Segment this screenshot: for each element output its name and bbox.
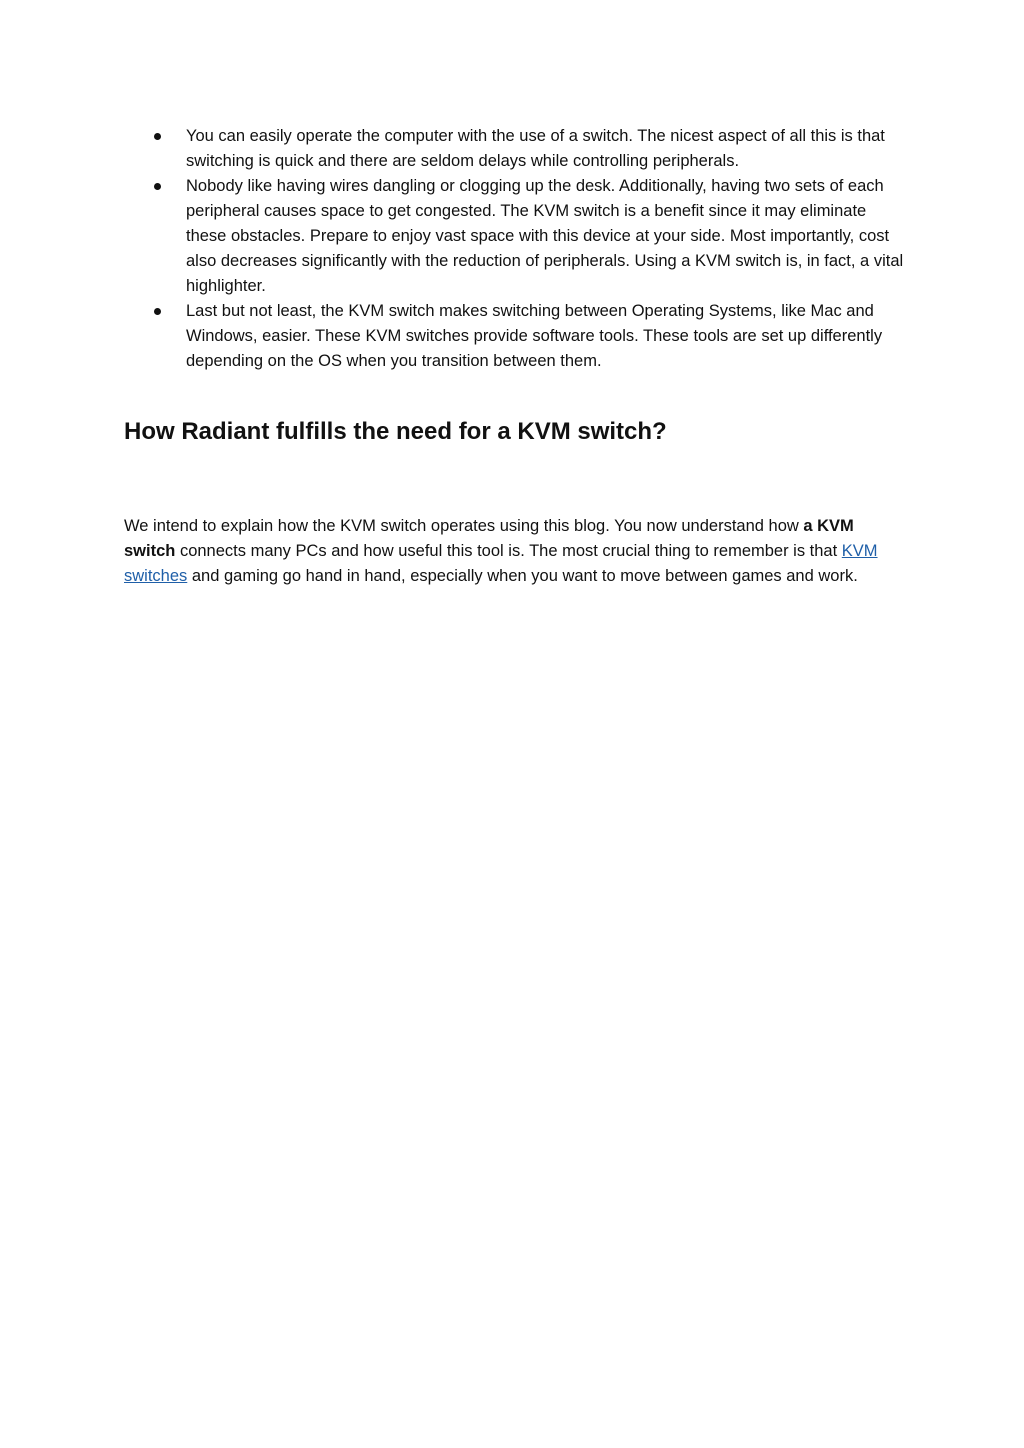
body-paragraph (124, 514, 904, 589)
bullet-dot-icon (154, 308, 161, 315)
bullet-item (124, 299, 904, 374)
kvm-switches-link[interactable]: KVM switches (124, 542, 878, 585)
bullet-dot-icon (154, 183, 161, 190)
bullet-text: Last but not least, the KVM switch makes switching between Operating Systems, like Mac and Windows, easier. These KVM switches provide software tools. These tools are set up differently depending on the OS when you transition between them. (186, 302, 883, 370)
bullet-text: Nobody like having wires dangling or clogging up the desk. Additionally, having two sets of each peripheral causes space to get congested. The KVM switch is a benefit since it may eliminate these obstacles. Prepare to enjoy vast space with this device at your side. Most importantly, cost also decreases significantly with the reduction of peripherals. Using a KVM switch is, in fact, a vital highlighter. (186, 177, 904, 295)
section-heading: How Radiant fulfills the need for a KVM switch? (124, 418, 667, 445)
bullet-list (124, 124, 904, 374)
bullet-text: You can easily operate the computer with the use of a switch. The nicest aspect of all this is that switching is quick and there are seldom delays while controlling peripherals. (186, 127, 885, 170)
bullet-item (124, 124, 904, 174)
paragraph-text: connects many PCs and how useful this tool is. The most crucial thing to remember is that (175, 542, 842, 560)
bullet-dot-icon (154, 133, 161, 140)
paragraph-text: We intend to explain how the KVM switch operates using this blog. You now understand how (124, 517, 804, 535)
bullet-item (124, 174, 904, 299)
bold-phrase: a KVM switch (124, 517, 854, 560)
paragraph-text: and gaming go hand in hand, especially when you want to move between games and work. (187, 567, 858, 585)
